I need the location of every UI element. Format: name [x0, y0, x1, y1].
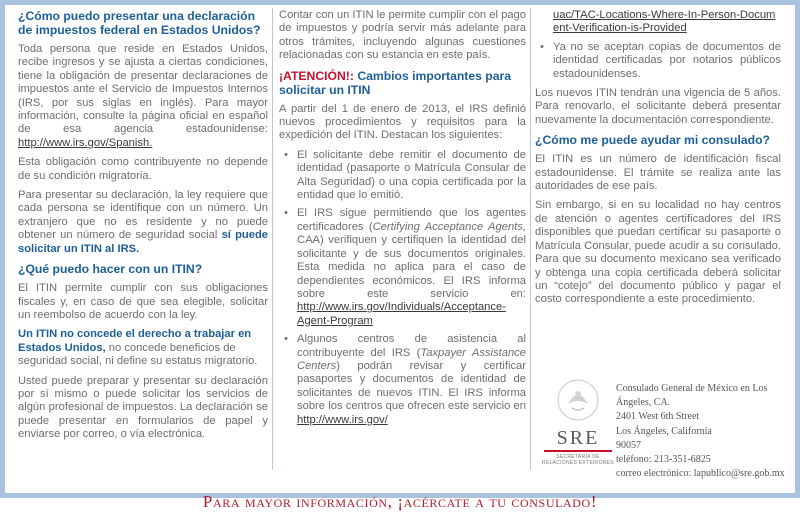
list-item: • El solicitante debe remitir el documento de identidad (pasaporte o Matrícula Consular de Alta Seguridad) o una copia certificada por la entidad que lo emitió.: [284, 148, 526, 202]
bullet-icon: •: [284, 207, 288, 220]
paragraph-2013-changes: A partir del 1 de enero de 2013, el IRS definió nuevos procedimientos y requisitos para la expedición del ITIN. Destacan los siguientes:: [279, 102, 526, 142]
paragraph-itin-us: El ITIN es un número de identificación fiscal estadounidense. El trámite se realiza ante las autoridades de ese país.: [535, 153, 781, 193]
column-3: [535, 9, 781, 313]
column-divider: [272, 8, 273, 470]
paragraph-status: Esta obligación como contribuyente no depende de su condición migratoria.: [18, 156, 268, 182]
mexico-seal-icon: [550, 378, 606, 422]
paragraph-itin-requirement: Para presentar su declaración, la ley requiere que cada persona se identifique con un número. Un extranjero que no es residente y no puede obtener un número de seguridad social sí puede solicitar un ITIN al IRS.: [18, 189, 269, 255]
column-1: [18, 9, 268, 448]
column-divider: [530, 8, 531, 470]
logo-divider: [544, 450, 612, 452]
heading-consulate-help: ¿Cómo me puede ayudar mi consulado?: [535, 133, 770, 148]
consulate-address: [616, 382, 786, 481]
tac-locations-link[interactable]: uac/TAC-Locations-Where-In-Person-Document-Verification-is-Provided: [553, 9, 776, 35]
paragraph-itin-allows: El ITIN permite cumplir con sus obligaciones fiscales y, en caso de que sea elegible, solicitar un reembolso de acuerdo con la ley.: [18, 282, 268, 321]
list-item: • Ya no se aceptan copias de documentos de identidad certificadas por notarios públicos estadounidenses.: [540, 40, 781, 80]
consulate-email: correo electrónico: lapublico@sre.gob.mx: [616, 468, 785, 480]
heading-how-to-file: ¿Cómo puedo presentar una declaración de impuestos federal en Estados Unidos?: [18, 9, 261, 37]
list-item: • Algunos centros de asistencia al contribuyente del IRS (Taxpayer Assistance Centers) podrán revisar y certificar pasaportes y documentos de identidad de solicitantes de nuevos ITIN. El IRS informa sobre los centros que ofrecen este servicio en http://www.irs.gov/: [284, 333, 526, 426]
consulate-name: Consulado General de México en Los Ángeles, CA.: [616, 383, 768, 409]
footer-banner: Para mayor información, ¡acércate a tu consulado!: [202, 492, 598, 511]
changes-list: [279, 149, 526, 427]
consulate-street: 2401 West 6th Street: [616, 411, 700, 423]
paragraph-itin-limits: Un ITIN no concede el derecho a trabajar en Estados Unidos, no concede beneficios de seguridad social, ni define su estatus migratorio.: [18, 328, 258, 368]
paragraph-prepare: Usted puede preparar y presentar su declaración por sí mismo o puede solicitar los servicios de algún profesional de impuestos. La declaración se puede presentar en formularios de papel y enviarse por correo, o vía electrónica.: [18, 374, 268, 441]
heading-what-itin: ¿Qué puedo hacer con un ITIN?: [18, 262, 203, 277]
acceptance-agent-link[interactable]: http://www.irs.gov/Individuals/Acceptance-Agent-Program: [297, 301, 506, 327]
list-item: [553, 9, 781, 36]
sre-logo: SRE SECRETARÍA DE RELACIONES EXTERIORES: [541, 427, 615, 466]
consulate-city: Los Ángeles, California: [616, 425, 712, 437]
consulate-zip: 90057: [616, 439, 641, 451]
paragraph-consulate: Sin embargo, si en su localidad no hay centros de atención o agentes certificadores del IRS disponibles que puedan certificar su pasaporte o Matrícula Consular, puede acudir a su consulado. Para que su documento mexicano sea verificado y obtenga una copia certificada deberá solicitar un “cotejo” del documento público y pagar el costo correspondiente a este procedimiento.: [535, 199, 781, 306]
list-item: • El IRS sigue permitiendo que los agentes certificadores (Certifying Acceptance Agents, CAA) verifiquen y certifiquen la identidad del solicitante y de sus documentos originales. Esta medida no aplica para el caso de dependientes económicos. El IRS informa sobre este servicio en: http://www.irs.gov/Individuals/Acceptance-Agent-Program: [284, 207, 526, 327]
paragraph-validity: Los nuevos ITIN tendrán una vigencia de 5 años. Para renovarlo, el solicitante deberá presentar nuevamente la documentación correspondiente.: [535, 87, 781, 126]
consulate-info: [536, 376, 786, 480]
changes-list-continued: [535, 9, 781, 81]
consulate-phone: teléfono: 213-351-6825: [616, 454, 711, 466]
bullet-icon: •: [284, 333, 288, 346]
itin-highlight: sí puede solicitar un ITIN al IRS.: [18, 229, 269, 255]
column-2: [279, 9, 526, 433]
heading-attention: ¡ATENCIÓN!: Cambios importantes para solicitar un ITIN: [279, 68, 512, 97]
irs-spanish-link[interactable]: http://www.irs.gov/Spanish.: [18, 136, 153, 149]
paragraph-itin-benefits: Contar con un ITIN le permite cumplir con el pago de impuestos y podría servir más adelante para otros trámites, incluyendo algunas cuestiones relacionadas con su estancia en este país.: [279, 9, 526, 62]
bullet-icon: •: [284, 148, 288, 161]
irs-tac-link[interactable]: http://www.irs.gov/: [297, 413, 388, 426]
bullet-icon: •: [540, 40, 544, 53]
paragraph-obligation: Toda persona que reside en Estados Unidos, recibe ingresos y se ajusta a ciertas condiciones, tiene la obligación de presentar declaraciones de impuestos ante el Servicio de Impuestos Internos (IRS, por sus siglas en inglés). Para mayor información, consulte la página oficial en español de esa agencia estadounidense: http://www.irs.gov/Spanish.: [18, 43, 268, 149]
